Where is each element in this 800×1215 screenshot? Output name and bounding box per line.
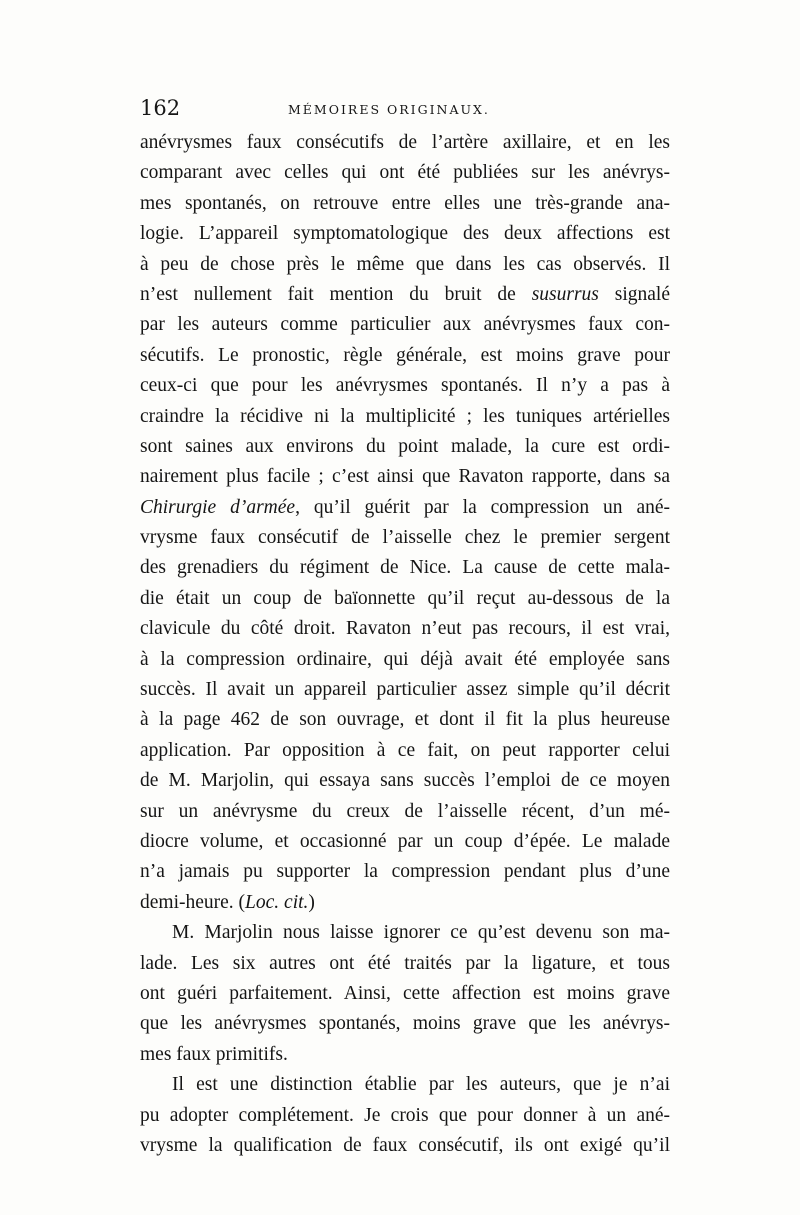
text-line: des grenadiers du régiment de Nice. La cause de cette mala- <box>140 557 670 579</box>
text-line: M. Marjolin nous laisse ignorer ce qu’est devenu son ma- <box>172 922 670 944</box>
text-line: sont saines aux environs du point malade, la cure est ordi- <box>140 435 670 457</box>
text-line: nairement plus facile ; c’est ainsi que Ravaton rapporte, dans sa <box>140 466 670 488</box>
text-line: à la compression ordinaire, qui déjà avait été employée sans <box>140 648 670 670</box>
italic-text-segment: Chirurgie d’armée <box>140 496 296 518</box>
text-segment: n’est nullement fait mention du bruit de <box>140 283 532 305</box>
text-line: vrysme la qualification de faux consécutif, ils ont exigé qu’il <box>140 1134 670 1156</box>
text-segment: , qu’il guérit par la compression un ané- <box>295 496 670 518</box>
text-line: vrysme faux consécutif de l’aisselle chez le premier sergent <box>140 527 670 549</box>
text-line: à la page 462 de son ouvrage, et dont il fit la plus heureuse <box>140 709 670 731</box>
text-line <box>140 888 670 918</box>
text-line: pu adopter complétement. Je crois que pour donner à un ané- <box>140 1104 670 1126</box>
text-line: die était un coup de baïonnette qu’il reçut au-dessous de la <box>140 587 670 609</box>
text-line: mes spontanés, on retrouve entre elles une très-grande ana- <box>140 192 670 214</box>
page-header <box>140 96 670 120</box>
italic-text-segment: susurrus <box>531 283 599 305</box>
page-number: 162 <box>140 96 181 120</box>
text-line: sécutifs. Le pronostic, règle générale, est moins grave pour <box>140 344 670 366</box>
text-line <box>140 493 670 523</box>
text-line: à peu de chose près le même que dans les cas observés. Il <box>140 253 670 275</box>
text-line: par les auteurs comme particulier aux anévrysmes faux con- <box>140 314 670 336</box>
text-line: que les anévrysmes spontanés, moins grave que les anévrys- <box>140 1013 670 1035</box>
text-line: ceux-ci que pour les anévrysmes spontanés. Il n’y a pas à <box>140 375 670 397</box>
text-line: diocre volume, et occasionné par un coup d’épée. Le malade <box>140 830 670 852</box>
text-line: comparant avec celles qui ont été publiées sur les anévrys- <box>140 162 670 184</box>
text-line <box>140 280 670 310</box>
text-line: Il est une distinction établie par les auteurs, que je n’ai <box>172 1074 670 1096</box>
text-line: clavicule du côté droit. Ravaton n’eut pas recours, il est vrai, <box>140 618 670 640</box>
text-line: succès. Il avait un appareil particulier assez simple qu’il décrit <box>140 679 670 701</box>
text-line: de M. Marjolin, qui essaya sans succès l’emploi de ce moyen <box>140 770 670 792</box>
text-line: craindre la récidive ni la multiplicité ; les tuniques artérielles <box>140 405 670 427</box>
text-line: logie. L’appareil symptomatologique des deux affections est <box>140 223 670 245</box>
text-line: n’a jamais pu supporter la compression pendant plus d’une <box>140 861 670 883</box>
text-line: sur un anévrysme du creux de l’aisselle récent, d’un mé- <box>140 800 670 822</box>
text-line: application. Par opposition à ce fait, on peut rapporter celui <box>140 739 670 761</box>
running-head: MÉMOIRES ORIGINAUX. <box>288 102 490 117</box>
italic-text-segment: Loc. cit. <box>245 891 309 913</box>
text-line: lade. Les six autres ont été traités par la ligature, et tous <box>140 952 670 974</box>
text-segment: signalé <box>598 283 670 305</box>
body-text <box>140 128 670 1161</box>
text-line: mes faux primitifs. <box>140 1043 288 1065</box>
text-segment: ) <box>308 891 315 913</box>
text-line: anévrysmes faux consécutifs de l’artère axillaire, et en les <box>140 132 670 153</box>
text-line: ont guéri parfaitement. Ainsi, cette affection est moins grave <box>140 982 670 1004</box>
text-segment: demi-heure. ( <box>140 891 246 913</box>
